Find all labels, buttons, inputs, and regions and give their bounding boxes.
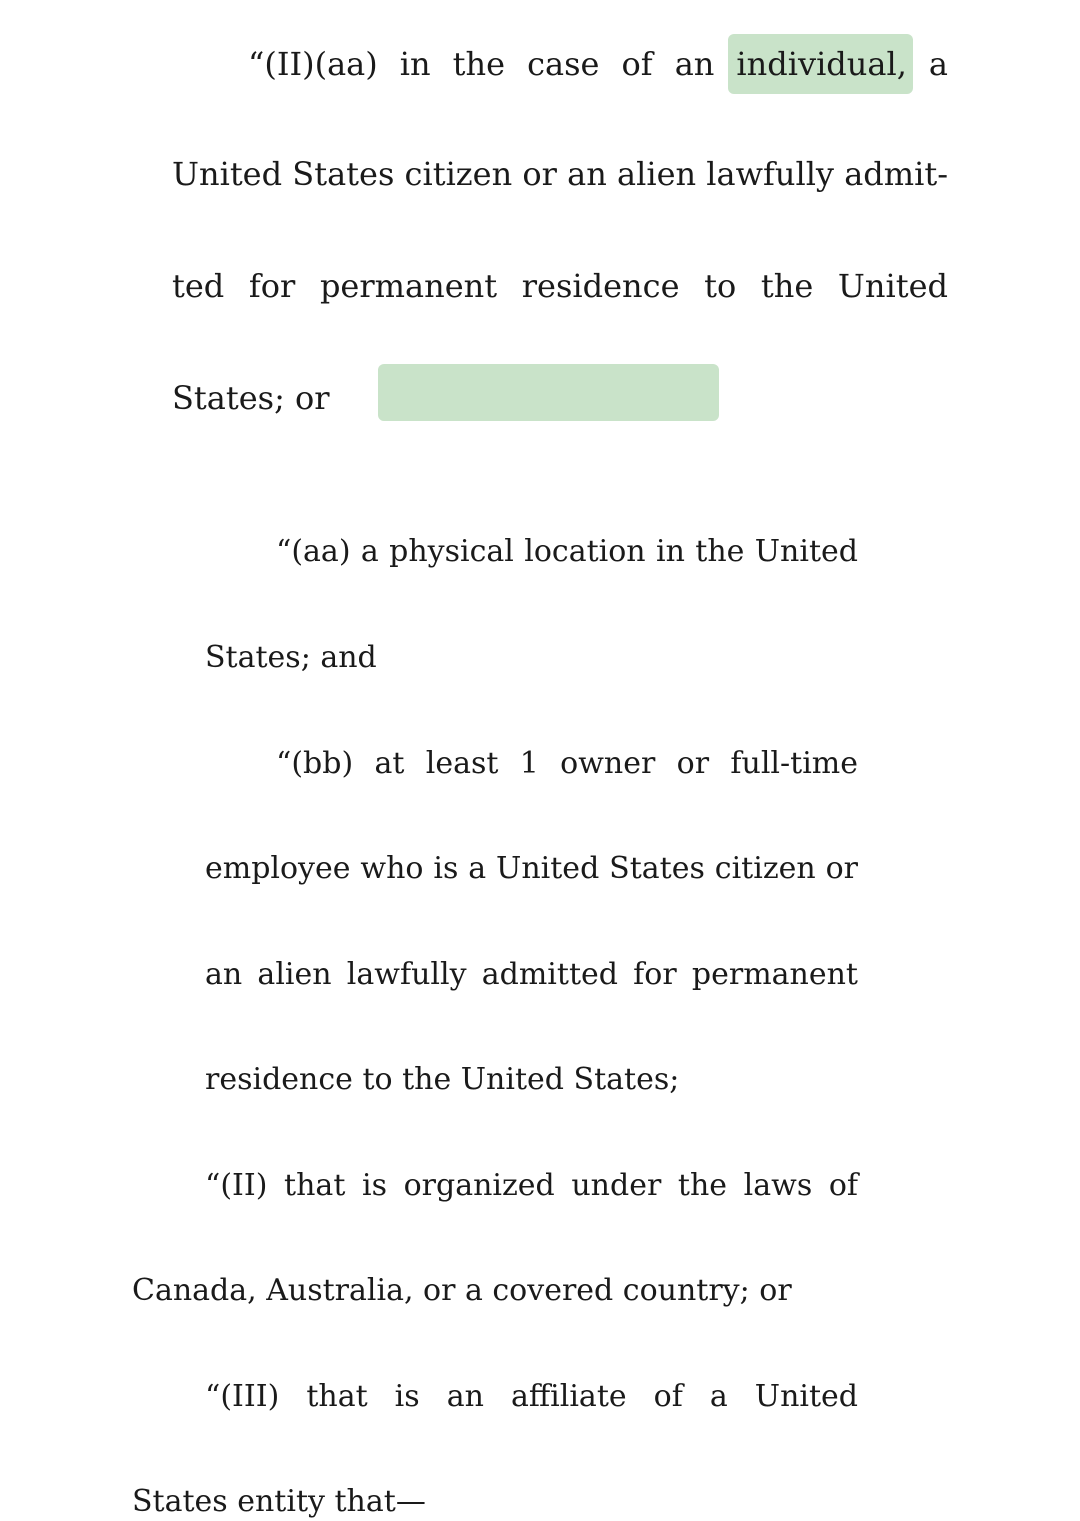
document-line: residence to the United States; (205, 1062, 680, 1097)
document-line: States; or (172, 379, 330, 417)
document-line: “(II)(aa) in the case of an individual, a (248, 45, 948, 83)
document-line: Canada, Australia, or a covered country; or (132, 1273, 792, 1308)
document-line: States entity that— (132, 1484, 426, 1519)
document-line: an alien lawfully admitted for permanent (205, 957, 858, 992)
document-line: employee who is a United States citizen or (205, 851, 858, 886)
document-line: States; and (205, 640, 377, 675)
document-line: “(III) that is an affiliate of a United (205, 1379, 858, 1414)
document-line: ted for permanent residence to the United (172, 267, 948, 305)
document-line: “(aa) a physical location in the United (276, 534, 858, 569)
document-line: “(II) that is organized under the laws of (205, 1168, 858, 1203)
document-line: United States citizen or an alien lawfully admit- (172, 155, 948, 193)
document-line: “(bb) at least 1 owner or full-time (276, 746, 858, 781)
